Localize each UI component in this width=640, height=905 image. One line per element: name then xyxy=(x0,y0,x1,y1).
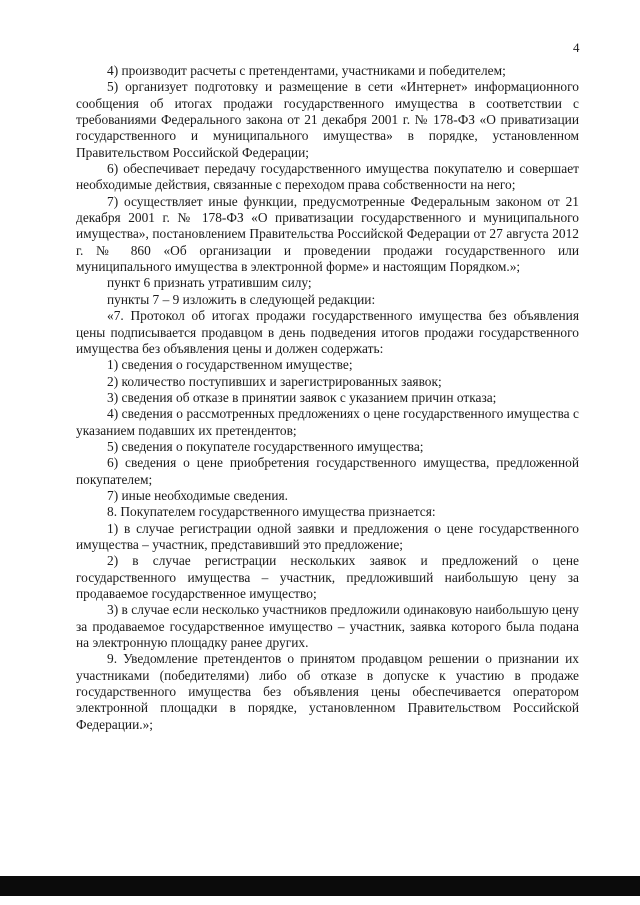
list-item: 5) сведения о покупателе государственного имущества; xyxy=(107,438,424,454)
paragraph: 6) обеспечивает передачу государственного имущества покупателю и совершает необходимые действия, связанные с переходом права собственности на него; xyxy=(76,161,579,193)
document-body xyxy=(76,63,579,733)
scan-edge-bar xyxy=(0,876,640,896)
paragraph: пункт 6 признать утратившим силу; xyxy=(107,275,312,291)
paragraph: 9. Уведомление претендентов о принятом продавцом решении о признании их участниками (победителями) либо об отказе в допуске к участию в продаже государственного имущества без объявления цены обеспечивается оператором электронной площадки в порядке, установленном Правительством Российской Федерации.»; xyxy=(76,651,579,732)
list-item: 4) сведения о рассмотренных предложениях о цене государственного имущества с указанием подавших их претендентов; xyxy=(76,406,579,438)
list-item: 3) сведения об отказе в принятии заявок с указанием причин отказа; xyxy=(107,389,497,405)
paragraph: 7) осуществляет иные функции, предусмотренные Федеральным законом от 21 декабря 2001 г. № 178-ФЗ «О приватизации государственного и муниципального имущества», постановлением Правительства Российской Федерации от 27 августа 2012 г. № 860 «Об организации и проведении продажи государственного или муниципального имущества в электронной форме» и настоящим Порядком.»; xyxy=(76,193,579,275)
list-item: 2) в случае регистрации нескольких заявок и предложений о цене государственного имущества – участник, предложивший наибольшую цену за продаваемое государственное имущество; xyxy=(76,553,579,601)
paragraph: 5) организует подготовку и размещение в сети «Интернет» информационного сообщения об итогах продажи государственного имущества в соответствии с требованиями Федерального закона от 21 декабря 2001 г. № 178-ФЗ «О приватизации государственного и муниципального имущества» в порядке, установленном Правительством Российской Федерации; xyxy=(76,79,579,160)
paragraph: пункты 7 – 9 изложить в следующей редакции: xyxy=(107,291,376,307)
list-item: 3) в случае если несколько участников предложили одинаковую наибольшую цену за продаваемое государственное имущество – участник, заявка которого была подана на электронную площадку ранее других. xyxy=(76,602,579,651)
paragraph: 8. Покупателем государственного имущества признается: xyxy=(107,504,436,520)
paragraph: 4) производит расчеты с претендентами, участниками и победителем; xyxy=(107,63,506,78)
list-item: 6) сведения о цене приобретения государственного имущества, предложенной покупателем; xyxy=(76,455,579,487)
list-item: 1) в случае регистрации одной заявки и предложения о цене государственного имущества – участник, представивший это предложение; xyxy=(76,520,579,552)
page-number: 4 xyxy=(573,40,580,55)
list-item: 2) количество поступивших и зарегистрированных заявок; xyxy=(107,373,442,389)
list-item: 1) сведения о государственном имуществе; xyxy=(107,357,353,373)
list-item: 7) иные необходимые сведения. xyxy=(107,487,289,503)
paragraph: «7. Протокол об итогах продажи государственного имущества без объявления цены подписывается продавцом в день подведения итогов продажи государственного имущества без объявления цены и должен содержать: xyxy=(76,308,579,356)
